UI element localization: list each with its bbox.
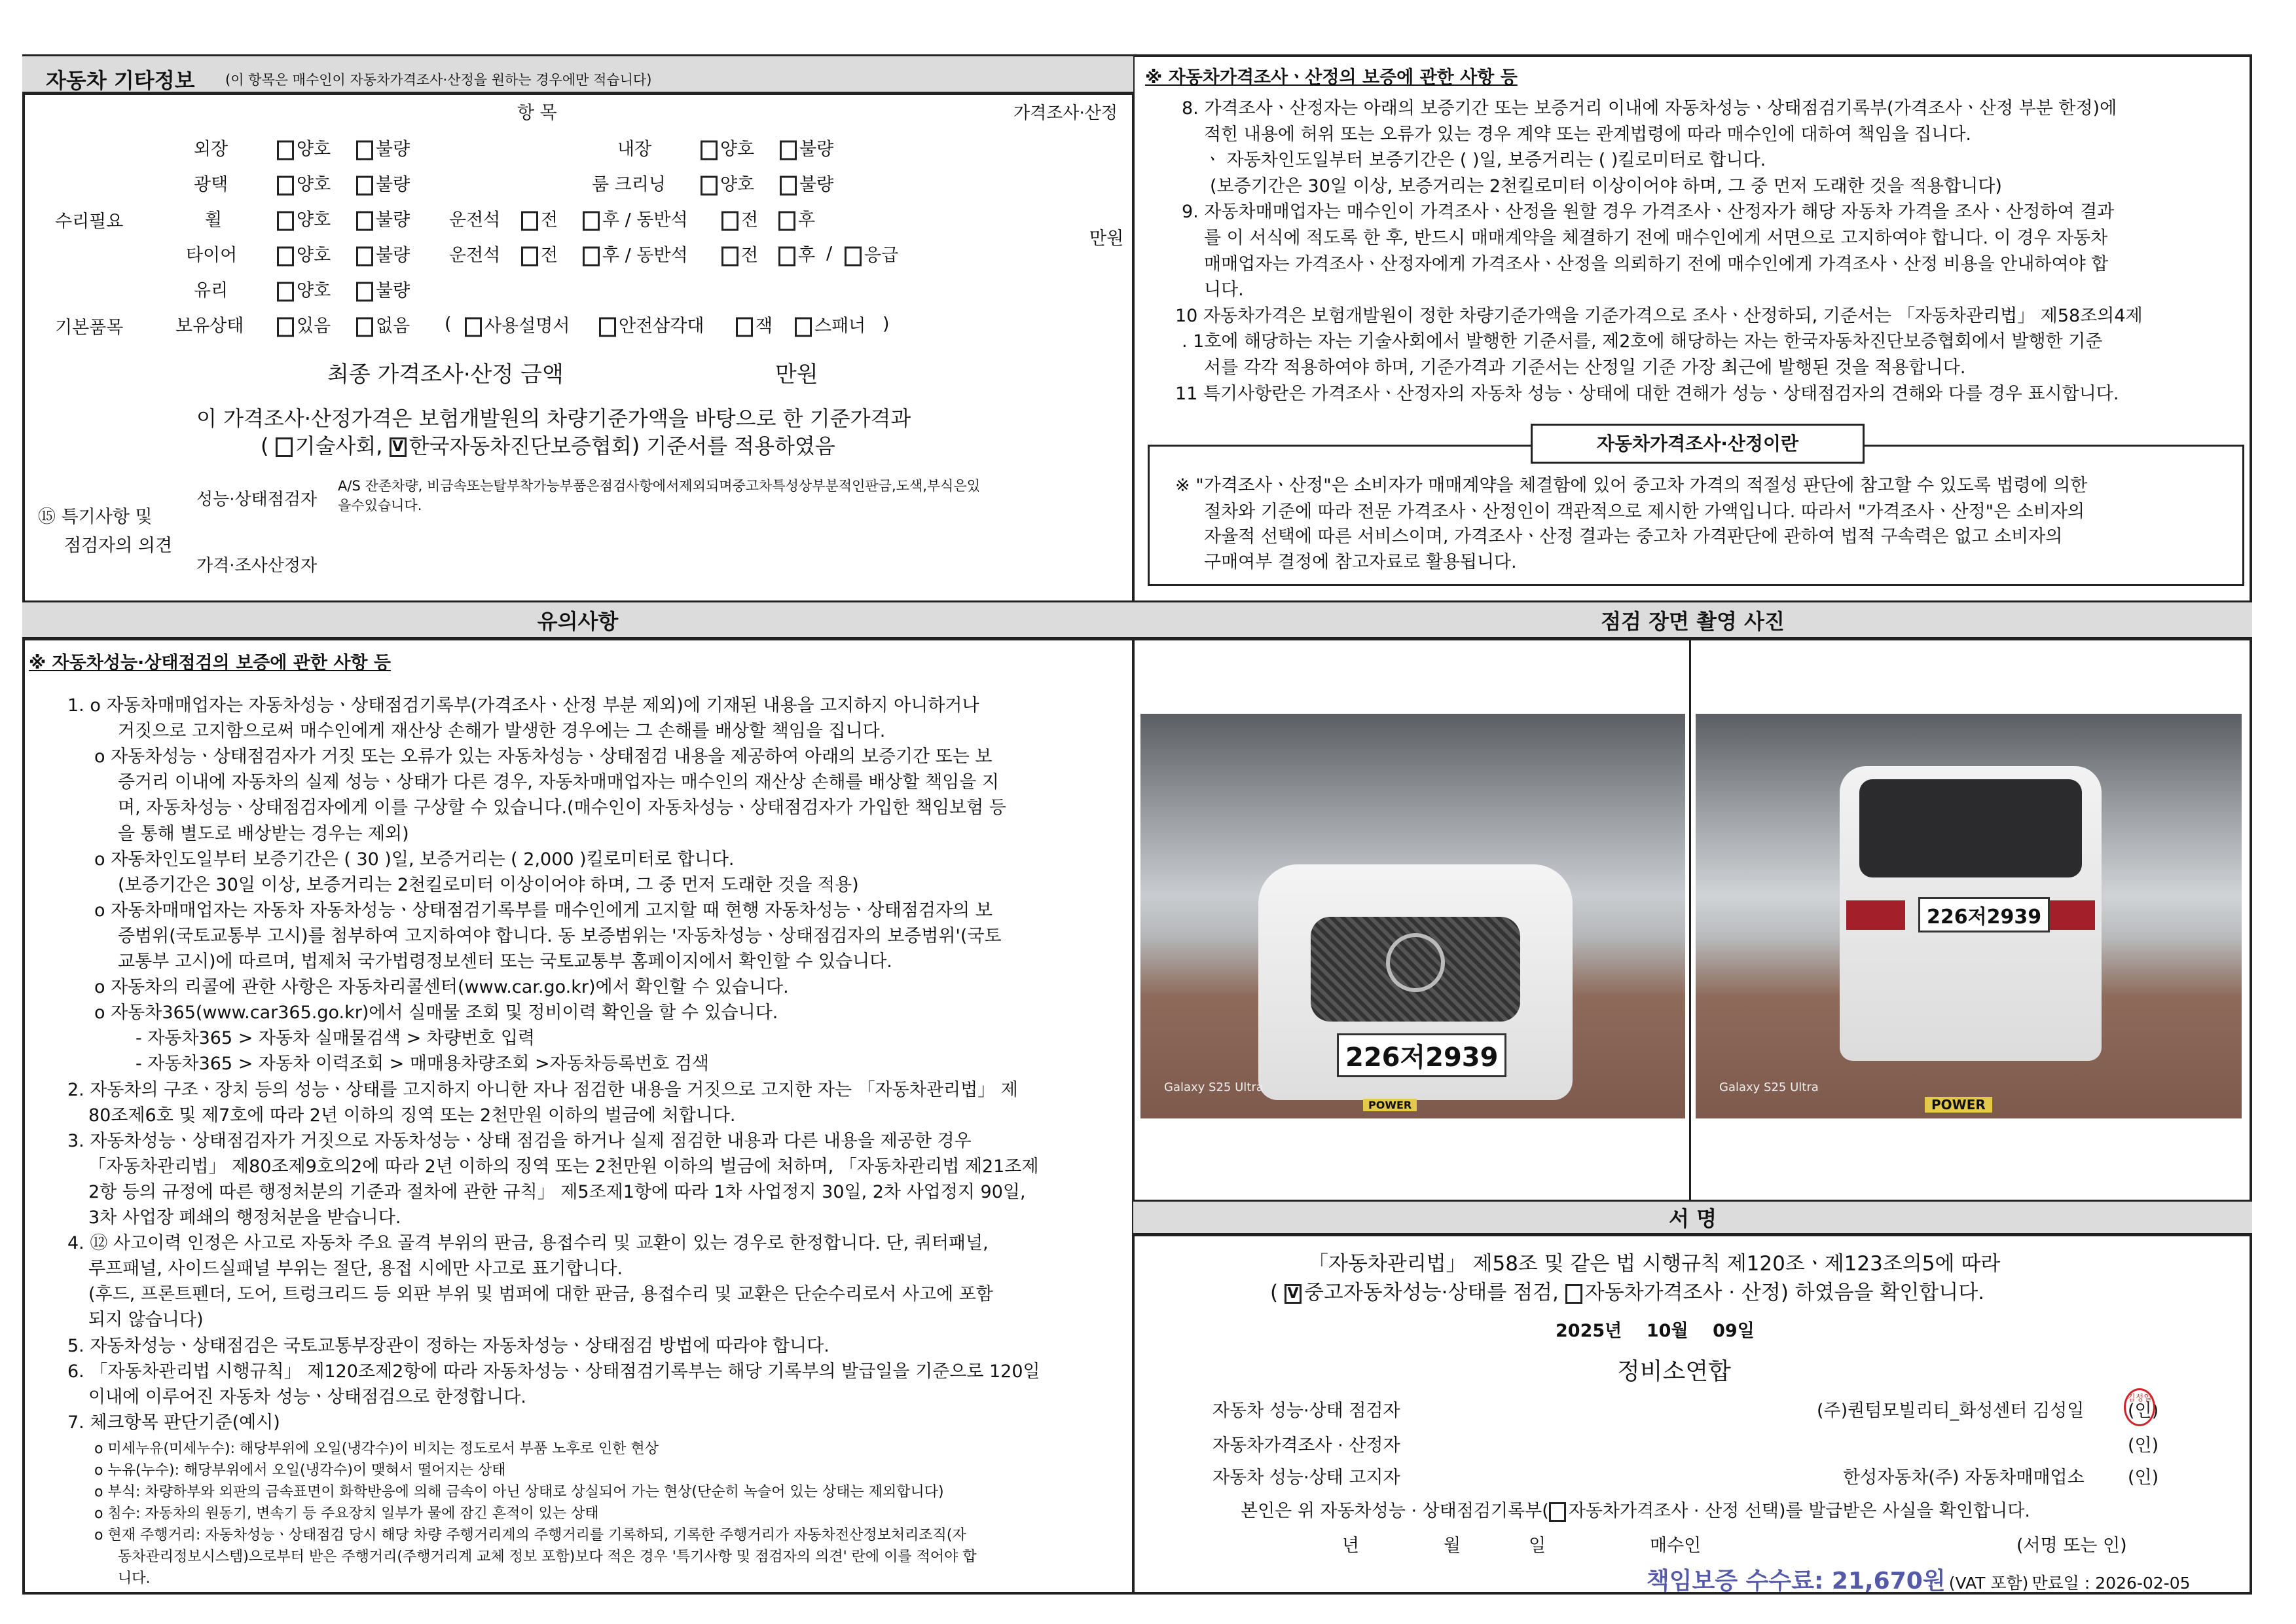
gloss-label: 광택: [194, 174, 228, 195]
notes-heading: ※ 자동차성능·상태점검의 보증에 관한 사항 등: [29, 653, 391, 673]
wheel-bad-checkbox[interactable]: 불량: [356, 206, 410, 231]
tire-emergency-checkbox[interactable]: 응급: [845, 241, 898, 267]
appraisal-definition-line: ※ "가격조사ㆍ산정"은 소비자가 매매계약을 체결함에 있어 중고차 가격의 적절성 판단에 참고할 수 있도록 법령에 의한: [1175, 475, 2088, 496]
rear-left-lamp: [1846, 900, 1905, 930]
final-price-unit: 만원: [775, 361, 818, 388]
triangle-checkbox[interactable]: 안전삼각대: [599, 312, 704, 337]
inspector-name: (주)퀀텀모빌리티_화성센터 김성일: [1817, 1401, 2085, 1421]
price-warranty-line: 를 이 서식에 적도록 한 후, 반드시 매매계약을 체결하기 전에 매수인에게 서면으로 고지하여야 합니다. 이 경우 자동차: [1204, 228, 2108, 248]
rear-photo: [1696, 714, 2242, 1118]
final-price-label: 최종 가격조사·산정 금액: [327, 361, 564, 388]
price-warranty-line: . 1호에 해당하는 자는 기술사회에서 발행한 기준서를, 제2호에 해당하는 자는 한국자동차진단보증협회에서 발행한 기준: [1182, 331, 2103, 352]
notes-line: ο 자동차성능ㆍ상태점검자가 거짓 또는 오류가 있는 자동차성능ㆍ상태점검 내용을 제공하여 아래의 보증기간 또는 보: [94, 747, 993, 767]
notes-small-line: 니다.: [118, 1570, 151, 1587]
tire-slash: /: [826, 243, 833, 264]
notes-line: ο 자동차매매업자는 자동차 자동차성능ㆍ상태점검기록부를 매수인에게 고지할 때 현행 자동차성능ㆍ상태점검자의 보: [94, 900, 993, 921]
car-rear-window: [1859, 779, 2082, 877]
buyer-appraisal-checkbox[interactable]: [1549, 1502, 1566, 1522]
price-warranty-line: 10 자동차가격은 보험개발원이 정한 차량기준가액을 기준가격으로 조사ㆍ산정하되, 기준서는 「자동차관리법」 제58조의4제: [1175, 305, 2143, 326]
notes-line: 2항 등의 규정에 따른 행정처분의 기준과 절차에 관한 규칙」 제5조제1항에 따라 1차 사업정지 30일, 2차 사업정지 90일,: [88, 1181, 1026, 1202]
front-lift-brand: POWER: [1363, 1099, 1417, 1111]
notes-line: 거짓으로 고지함으로써 매수인에게 재산상 손해가 발생한 경우에는 그 손해를 배상할 책임을 집니다.: [118, 721, 886, 742]
spanner-checkbox[interactable]: 스패너: [795, 312, 866, 337]
group-repair-label: 수리필요: [55, 212, 124, 232]
price-warranty-line: 11 특기사항란은 가격조사ㆍ산정자의 자동차 성능ㆍ상태에 대한 견해가 성능ㆍ상태점검자의 견해와 다를 경우 표시합니다.: [1175, 383, 2119, 404]
tire-driver-front-checkbox[interactable]: 전: [521, 241, 558, 267]
wheel-driver-rear-checkbox[interactable]: 후 / 동반석: [583, 206, 688, 231]
exterior-label: 외장: [194, 139, 228, 160]
buyer-confirm-line: 본인은 위 자동차성능 · 상태점검기록부( 자동차가격조사 · 산정 선택)를 발급받은 사실을 확인합니다.: [1241, 1501, 2030, 1521]
possession-have-checkbox[interactable]: 있음: [277, 312, 331, 337]
notes-line: 3차 사업장 폐쇄의 행정처분을 받습니다.: [88, 1208, 401, 1228]
warranty-fee: [1647, 1562, 2191, 1596]
appraisal-definition-line: 구매여부 결정에 참고자료로 활용됩니다.: [1204, 552, 1517, 572]
appraisal-checkbox[interactable]: [1565, 1284, 1582, 1304]
notifier-role-label: 자동차 성능·상태 고지자: [1212, 1467, 1400, 1488]
notes-line: - 자동차365 > 자동차 이력조회 > 매매용차량조회 >자동차등록번호 검색: [136, 1054, 709, 1075]
notes-line: ο 자동차365(www.car365.go.kr)에서 실매물 조회 및 정비이력 확인을 할 수 있습니다.: [94, 1003, 778, 1024]
notes-line: 5. 자동차성능ㆍ상태점검은 국토교통부장관이 정하는 자동차성능ㆍ상태점검 방법에 따라야 합니다.: [67, 1335, 829, 1356]
group-basic-label: 기본품목: [55, 318, 124, 338]
signature-law-line: 「자동차관리법」 제58조 및 같은 법 시행규칙 제120조ㆍ제123조의5에 따라: [1308, 1252, 2001, 1276]
inspector-remark-2: 을수있습니다.: [338, 498, 422, 513]
signature-confirm-line: ( V 중고자동차성능·상태를 점검, 자동차가격조사 · 산정) 하였음을 확인합니다.: [1270, 1281, 1984, 1304]
notes-header: [22, 600, 1133, 640]
room-cleaning-label: 룸 크리닝: [592, 174, 666, 195]
row-possession: [0, 306, 1106, 342]
exterior-bad-checkbox[interactable]: 불량: [356, 135, 410, 160]
front-photo: [1140, 714, 1685, 1118]
notes-line: ο 자동차의 리콜에 관한 사항은 자동차리콜센터(www.car.go.kr)에서 확인할 수 있습니다.: [94, 977, 789, 998]
glass-bad-checkbox[interactable]: 불량: [356, 276, 410, 302]
notes-small-line: 동차관리정보시스템)으로부터 받은 주행거리(주행거리계 교체 정보 포함)보다 적은 경우 '특기사항 및 점검자의 의견' 란에 이를 적어야 합: [118, 1549, 977, 1565]
glass-label: 유리: [194, 280, 228, 301]
buyer-month: 월: [1444, 1536, 1461, 1556]
kadda-checkbox[interactable]: V: [390, 437, 407, 457]
jack-checkbox[interactable]: 잭: [736, 312, 773, 337]
photo-divider: [1689, 640, 1691, 1200]
front-watermark: Galaxy S25 Ultra: [1164, 1080, 1264, 1094]
photos-title: 점검 장면 촬영 사진: [1601, 608, 1785, 634]
notes-small-line: ο 부식: 차량하부와 외판의 금속표면이 화학반응에 의해 금속이 아닌 상태로 상실되어 가는 현상(단순히 녹슬어 있는 상태는 제외합니다): [94, 1484, 944, 1500]
notes-line: 「자동차관리법」 제80조제9호의2에 따라 2년 이하의 징역 또는 2천만원 이하의 벌금에 처하며, 「자동차관리법 제21조제: [88, 1156, 1039, 1177]
price-warranty-line: ㆍ 자동차인도일부터 보증기간은 ( )일, 보증거리는 ( )킬로미터로 합니다.: [1204, 150, 1766, 171]
rear-plate: 226저2939: [1918, 897, 2050, 932]
appraiser-seal: (인): [2128, 1435, 2159, 1456]
tire-bad-checkbox[interactable]: 불량: [356, 241, 410, 267]
notes-line: 되지 않습니다): [88, 1310, 204, 1331]
price-warranty-line: 적힌 내용에 허위 또는 오류가 있는 경우 계약 또는 관계법령에 따라 매수인에 대하여 책임을 집니다.: [1204, 124, 1972, 145]
paren-close: ): [883, 314, 890, 335]
notes-line: 2. 자동차의 구조ㆍ장치 등의 성능ㆍ상태를 고지하지 아니한 자나 점검한 내용을 거짓으로 고지한 자는 「자동차관리법」 제: [67, 1079, 1018, 1100]
fee-note: (VAT 포함): [1948, 1574, 2029, 1593]
item-column-header: 항 목: [517, 103, 557, 123]
price-warranty-line: 니다.: [1204, 280, 1244, 301]
tire-good-checkbox[interactable]: 양호: [277, 241, 331, 267]
inspection-checkbox[interactable]: V: [1285, 1284, 1302, 1304]
notes-line: (보증기간은 30일 이상, 보증거리는 2천킬로미터 이상이어야 하며, 그 중 먼저 도래한 것을 적용): [118, 874, 859, 895]
inspector-remark-1: A/S 잔존차량, 비금속또는탈부착가능부품은점검사항에서제외되며중고차특성상부분적인판금,도색,부식은있: [338, 478, 981, 494]
column-divider: [1132, 54, 1135, 1595]
notes-line: 을 통해 별도로 배상받는 경우는 제외): [118, 823, 409, 844]
wheel-good-checkbox[interactable]: 양호: [277, 206, 331, 231]
notes-line: 7. 체크항목 판단기준(예시): [67, 1412, 280, 1433]
interior-label: 내장: [617, 139, 652, 160]
price-column-header: 가격조사·산정: [1013, 103, 1118, 123]
possession-label: 보유상태: [175, 316, 244, 337]
rear-watermark: Galaxy S25 Ultra: [1719, 1080, 1819, 1094]
price-warranty-line: 서를 각각 적용하여야 하며, 기준가격과 기준서는 산정일 기준 가장 최근에 발행된 것을 적용합니다.: [1204, 358, 1966, 378]
inspector-stamp: 김성일: [2124, 1388, 2155, 1426]
notes-small-line: ο 침수: 자동차의 원동기, 변속기 등 주요장치 일부가 물에 잠긴 흔적이 있는 상태: [94, 1505, 599, 1522]
other-info-title: 자동차 기타정보: [46, 68, 195, 93]
buyer-day: 일: [1529, 1536, 1546, 1556]
inspector-seal: (인): [2128, 1401, 2159, 1421]
possession-none-checkbox[interactable]: 없음: [356, 312, 410, 337]
price-warranty-heading: ※ 자동차가격조사ㆍ산정의 보증에 관한 사항 등: [1145, 67, 1518, 88]
mercedes-logo-icon: [1386, 933, 1445, 992]
other-info-subtitle: (이 항목은 매수인이 자동차가격조사·산정을 원하는 경우에만 적습니다): [225, 72, 652, 88]
basis-line1: 이 가격조사·산정가격은 보험개발원의 차량기준가액을 바탕으로 한 기준가격과: [196, 406, 911, 431]
row-glass: [0, 271, 1106, 306]
wheel-passenger-front-checkbox[interactable]: 전: [721, 206, 758, 231]
notes-line: ο 자동차인도일부터 보증기간은 ( 30 )일, 보증거리는 ( 2,000 )킬로미터로 합니다.: [94, 849, 735, 870]
notes-line: 1. ο 자동차매매업자는 자동차성능ㆍ상태점검기록부(가격조사ㆍ산정 부분 제외)에 기재된 내용을 고지하지 아니하거나: [67, 695, 979, 716]
room-cleaning-good-checkbox[interactable]: 양호: [701, 170, 754, 196]
wheel-driver-label: 운전석: [449, 210, 501, 231]
tire-label: 타이어: [186, 245, 238, 266]
notes-title: 유의사항: [537, 608, 619, 634]
wheel-label: 휠: [205, 210, 223, 231]
tire-passenger-rear-checkbox[interactable]: 후: [778, 241, 815, 267]
price-warranty-line: 9. 자동차매매업자는 매수인이 가격조사ㆍ산정을 원할 경우 가격조사ㆍ산정자가 해당 자동차 가격을 조사ㆍ산정하여 결과: [1182, 202, 2115, 223]
buyer-sign: (서명 또는 인): [2016, 1536, 2127, 1556]
wheel-driver-front-checkbox[interactable]: 전: [521, 206, 558, 231]
price-warranty-line: 매매업자는 가격조사ㆍ산정자에게 가격조사ㆍ산정을 의뢰하기 전에 매수인에게 가격조사ㆍ산정 비용을 안내하여야 합: [1204, 253, 2109, 274]
buyer-year: 년: [1342, 1536, 1360, 1556]
notes-line: 3. 자동차성능ㆍ상태점검자가 거짓으로 자동차성능ㆍ상태 점검을 하거나 실제 점검한 내용과 다른 내용을 제공한 경우: [67, 1130, 972, 1151]
notes-small-line: ο 누유(누수): 해당부위에서 오일(냉각수)이 맺혀서 떨어지는 상태: [94, 1462, 506, 1479]
remarks-label: ⑮ 특기사항 및 점검자의 의견: [38, 507, 173, 556]
appraisal-definition-line: 절차와 기준에 따라 전문 가격조사ㆍ산정인이 객관적으로 제시한 가액입니다. 따라서 "가격조사ㆍ산정"은 소비자의: [1204, 502, 2085, 522]
row-tire: [0, 236, 1106, 271]
paren-open: (: [445, 314, 452, 335]
other-info-header: [22, 54, 1133, 95]
appraiser-role-label: 자동차가격조사 · 산정자: [1212, 1435, 1400, 1456]
buyer-label: 매수인: [1650, 1536, 1702, 1556]
notes-small-line: ο 현재 주행거리: 자동차성능ㆍ상태점검 당시 해당 차량 주행거리계의 주행거리를 기록하되, 기록한 주행거리가 자동차전산정보처리조직(자: [94, 1527, 966, 1543]
notes-line: 이내에 이루어진 자동차 성능ㆍ상태점검으로 한정합니다.: [88, 1386, 526, 1407]
rear-lift-brand: POWER: [1925, 1097, 1992, 1113]
notes-line: 며, 자동차성능ㆍ상태점검자에게 이를 구상할 수 있습니다.(매수인이 자동차성능ㆍ상태점검자가 가입한 책임보험 등: [118, 798, 1006, 819]
row-gloss: [0, 165, 1106, 200]
appraisal-definition-title: 자동차가격조사·산정이란: [1531, 424, 1865, 464]
signature-date: 2025년 10월 09일: [1556, 1321, 1755, 1341]
notes-line: 루프패널, 사이드실패널 부위는 절단, 용접 시에만 사고로 표기합니다.: [88, 1259, 623, 1280]
room-cleaning-bad-checkbox[interactable]: 불량: [780, 170, 833, 196]
front-plate: 226저2939: [1337, 1033, 1506, 1077]
interior-good-checkbox[interactable]: 양호: [701, 135, 754, 160]
notes-small-line: ο 미세누유(미세누수): 해당부위에 오일(냉각수)이 비치는 정도로서 부품 노후로 인한 현상: [94, 1441, 659, 1457]
fee-label: 책임보증 수수료: 21,670원: [1647, 1568, 1946, 1595]
notes-line: 6. 「자동차관리법 시행규칙」 제120조제2항에 따라 자동차성능ㆍ상태점검기록부는 해당 기록부의 발급일을 기준으로 120일: [67, 1361, 1040, 1382]
signature-org: 정비소연합: [1617, 1358, 1731, 1385]
signature-header: [1133, 1200, 2252, 1236]
price-unit: 만원: [1089, 229, 1124, 249]
manual-checkbox[interactable]: 사용설명서: [465, 312, 570, 337]
fee-expiry: 만료일 : 2026-02-05: [2032, 1574, 2191, 1593]
appraiser-label: 가격·조사산정자: [196, 556, 318, 576]
interior-bad-checkbox[interactable]: 불량: [780, 135, 833, 160]
appraisal-definition-line: 자율적 선택에 따른 서비스이며, 가격조사ㆍ산정 결과는 중고차 가격판단에 관하여 법적 구속력은 없고 소비자의: [1204, 526, 2063, 547]
basis-line2: ( 기술사회, V 한국자동차진단보증협회) 기준서를 적용하였음: [261, 434, 835, 458]
gloss-good-checkbox[interactable]: 양호: [277, 170, 331, 196]
tire-driver-rear-checkbox[interactable]: 후 / 동반석: [583, 241, 688, 267]
inspector-label: 성능·상태점검자: [196, 490, 318, 509]
notes-line: - 자동차365 > 자동차 실매물검색 > 차량번호 입력: [136, 1028, 535, 1049]
price-warranty-line: 8. 가격조사ㆍ산정자는 아래의 보증기간 또는 보증거리 이내에 자동차성능ㆍ상태점검기록부(가격조사ㆍ산정 부분 한정)에: [1182, 98, 2117, 119]
notes-line: (후드, 프론트펜더, 도어, 트렁크리드 등 외판 부위 및 범퍼에 대한 판금, 용접수리 및 교환은 단순수리로서 사고에 포함: [88, 1284, 993, 1305]
notifier-name: 한성자동차(주) 자동차매매업소: [1843, 1467, 2085, 1488]
row-exterior: [0, 130, 1106, 165]
tire-driver-label: 운전석: [449, 245, 501, 266]
row-wheel: [0, 200, 1106, 236]
wheel-passenger-rear-checkbox[interactable]: 후: [778, 206, 815, 231]
glass-good-checkbox[interactable]: 양호: [277, 276, 331, 302]
exterior-good-checkbox[interactable]: 양호: [277, 135, 331, 160]
notes-line: 증거리 이내에 자동차의 실제 성능ㆍ상태가 다른 경우, 자동차매매업자는 매수인의 재산상 손해를 배상할 책임을 지: [118, 772, 1000, 793]
notifier-seal: (인): [2128, 1467, 2159, 1488]
photos-header: [1133, 600, 2252, 640]
notes-line: 80조제6호 및 제7호에 따라 2년 이하의 징역 또는 2천만원 이하의 벌금에 처합니다.: [88, 1105, 736, 1126]
signature-title: 서 명: [1669, 1206, 1717, 1231]
price-warranty-line: (보증기간은 30일 이상, 보증거리는 2천킬로미터 이상이어야 하며, 그 중 먼저 도래한 것을 적용합니다): [1210, 175, 2002, 196]
gloss-bad-checkbox[interactable]: 불량: [356, 170, 410, 196]
notes-line: 교통부 고시)에 따르며, 법제처 국가법령정보센터 또는 국토교통부 홈페이지에서 확인할 수 있습니다.: [118, 951, 892, 972]
tech-society-checkbox[interactable]: [276, 437, 293, 457]
tire-passenger-front-checkbox[interactable]: 전: [721, 241, 758, 267]
inspector-role-label: 자동차 성능·상태 점검자: [1212, 1401, 1400, 1421]
notes-line: 4. ⑫ 사고이력 인정은 사고로 자동차 주요 골격 부위의 판금, 용접수리 및 교환이 있는 경우로 한정합니다. 단, 쿼터패널,: [67, 1233, 989, 1254]
notes-line: 증범위(국토교통부 고시)를 첨부하여 고지하여야 합니다. 동 보증범위는 '자동차성능ㆍ상태점검자의 보증범위'(국토: [118, 925, 1002, 946]
